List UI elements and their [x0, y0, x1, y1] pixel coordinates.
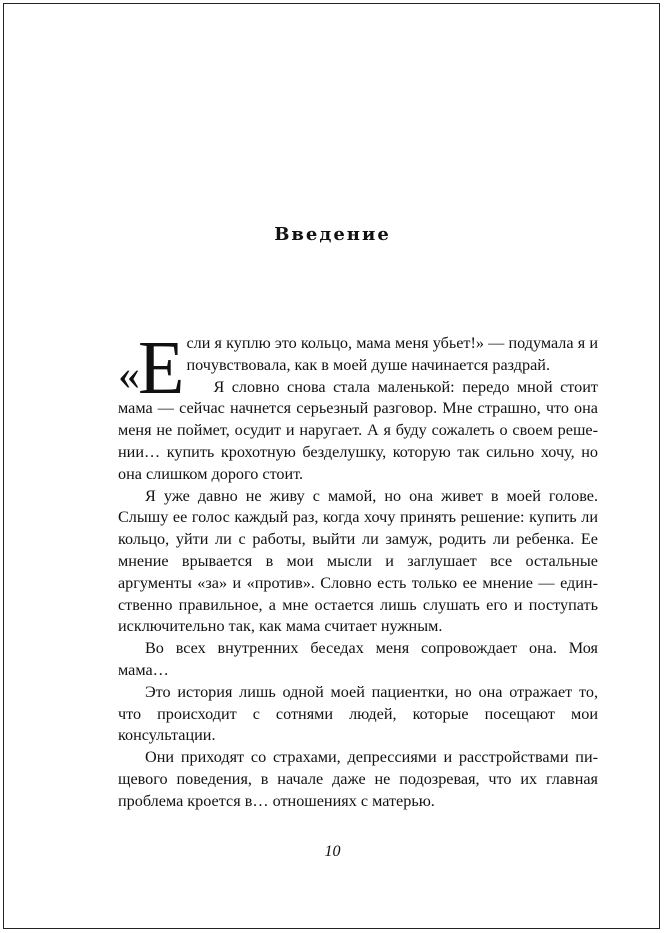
paragraph-6: Они приходят со страхами, депрессиями и расстройствами пищевого поведения, в начале даже не подозревая, что их главная проблема кроется в… отношениях с матерью. — [118, 748, 598, 810]
paragraph-2: Я словно снова стала маленькой: передо мной стоит мама — сейчас начнется серьезный разговор. Мне страшно, что она меня не поймет, осудит и наругает. А я буду сожалеть о своем решении… купить крохотную безделушку, которую так сильно хочу, но она слишком дорого стоит. — [118, 377, 598, 483]
body-text — [118, 326, 598, 813]
dropcap-letter: Е — [138, 326, 185, 410]
paragraph-3: Я уже давно не живу с мамой, но она живет в моей голове. Слышу ее голос каждый раз, когда хочу принять решение: купить ли кольцо, уйти ли с работы, выйти ли замуж, родить ли ребенка. Ее мнение врывается в мои мысли и заглушает все остальные аргументы «за» и «против». Словно есть только ее мнение — единственно правильное, а мне остается лишь слушать его и поступать исключительно так, как мама считает нужным. — [118, 486, 598, 636]
page-number: 10 — [324, 843, 341, 860]
dropcap — [118, 326, 185, 410]
chapter-title: Введение — [274, 224, 391, 245]
paragraph-text: сли я куплю это кольцо, мама меня убьет!» — подумала я и почувствовала, как в моей душе начинается раздрай. — [186, 334, 598, 374]
opening-quote-mark: « — [118, 350, 140, 399]
paragraph-4: Во всех внутренних беседах меня сопровождает она. Моя мама… — [118, 639, 598, 679]
paragraph-5: Это история лишь одной моей пациентки, но она отражает то, что происходит с сотнями людей, которые посещают мои консультации. — [118, 682, 598, 745]
paragraph-1 — [118, 326, 598, 410]
